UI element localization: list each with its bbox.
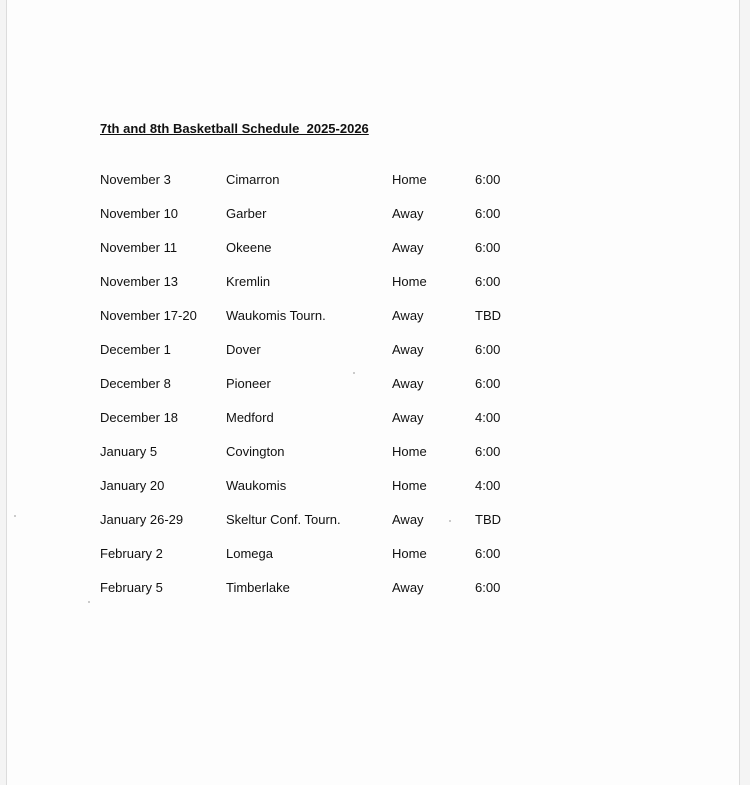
game-opponent: Covington: [226, 444, 285, 459]
game-opponent: Timberlake: [226, 580, 290, 595]
game-location: Away: [392, 308, 424, 323]
game-location: Away: [392, 376, 424, 391]
game-date: November 3: [100, 172, 171, 187]
schedule-row: [6, 238, 740, 258]
game-time: 4:00: [475, 410, 501, 425]
game-opponent: Okeene: [226, 240, 272, 255]
game-opponent: Lomega: [226, 546, 273, 561]
schedule-row: [6, 578, 740, 598]
game-location: Away: [392, 240, 424, 255]
document-page: [6, 0, 740, 785]
scan-speck: [88, 601, 90, 603]
game-location: Home: [392, 274, 427, 289]
schedule-row: [6, 544, 740, 564]
game-opponent: Garber: [226, 206, 267, 221]
schedule-row: [6, 476, 740, 496]
game-date: November 17-20: [100, 308, 197, 323]
game-time: 6:00: [475, 376, 501, 391]
game-location: Away: [392, 580, 424, 595]
game-time: 6:00: [475, 172, 501, 187]
game-location: Away: [392, 410, 424, 425]
game-time: 6:00: [475, 546, 501, 561]
schedule-row: [6, 272, 740, 292]
game-location: Home: [392, 546, 427, 561]
game-time: 6:00: [475, 444, 501, 459]
game-date: January 5: [100, 444, 158, 459]
game-date: November 13: [100, 274, 179, 289]
game-opponent: Medford: [226, 410, 274, 425]
game-location: Away: [392, 512, 424, 527]
game-location: Home: [392, 478, 427, 493]
game-opponent: Dover: [226, 342, 261, 357]
game-time: 6:00: [475, 206, 501, 221]
schedule-row: [6, 204, 740, 224]
game-time: 6:00: [475, 580, 501, 595]
scan-speck: [14, 515, 16, 517]
game-location: Away: [392, 342, 424, 357]
schedule-row: [6, 340, 740, 360]
game-date: November 11: [100, 240, 178, 255]
game-time: 6:00: [475, 274, 501, 289]
game-location: Home: [392, 444, 427, 459]
game-opponent: Skeltur Conf. Tourn.: [226, 512, 341, 527]
game-date: December 18: [100, 410, 179, 425]
schedule-row: [6, 306, 740, 326]
game-date: February 2: [100, 546, 163, 561]
schedule-row: [6, 510, 740, 530]
game-opponent: Waukomis: [226, 478, 287, 493]
game-date: February 5: [100, 580, 163, 595]
schedule-row: [6, 374, 740, 394]
game-time: TBD: [475, 512, 501, 527]
schedule-row: [6, 442, 740, 462]
schedule-title: 7th and 8th Basketball Schedule 2025-2026: [100, 121, 369, 136]
game-date: December 8: [100, 376, 171, 391]
game-opponent: Cimarron: [226, 172, 280, 187]
game-opponent: Kremlin: [226, 274, 271, 289]
scan-speck: [449, 520, 451, 522]
schedule-row: [6, 170, 740, 190]
game-location: Away: [392, 206, 424, 221]
game-location: Home: [392, 172, 427, 187]
game-time: 4:00: [475, 478, 501, 493]
game-time: 6:00: [475, 342, 501, 357]
game-date: December 1: [100, 342, 171, 357]
game-date: January 20: [100, 478, 165, 493]
scan-speck: [353, 372, 355, 374]
game-opponent: Pioneer: [226, 376, 271, 391]
game-time: TBD: [475, 308, 501, 323]
game-time: 6:00: [475, 240, 501, 255]
schedule-row: [6, 408, 740, 428]
game-opponent: Waukomis Tourn.: [226, 308, 326, 323]
game-date: November 10: [100, 206, 179, 221]
game-date: January 26-29: [100, 512, 184, 527]
